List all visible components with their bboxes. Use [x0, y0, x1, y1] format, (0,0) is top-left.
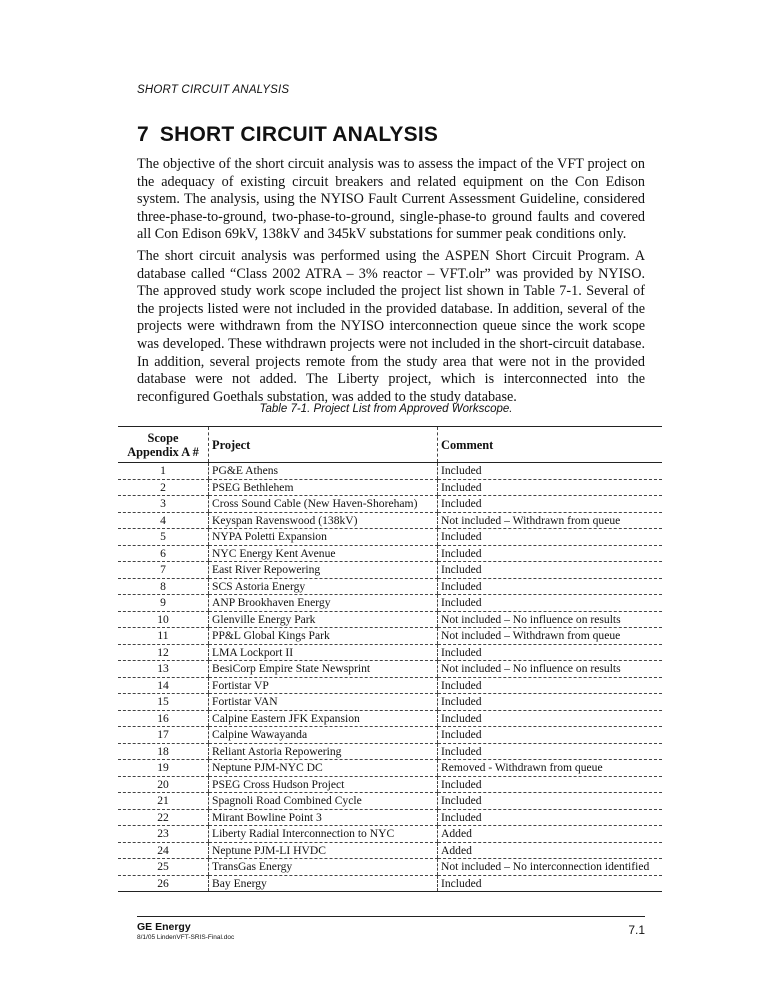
running-header: SHORT CIRCUIT ANALYSIS — [137, 84, 290, 96]
row-project-name: NYPA Poletti Expansion — [209, 529, 438, 546]
footer-filename: 8/1/05 LindenVFT-SRIS-Final.doc — [137, 934, 235, 941]
row-comment: Not included – No influence on results — [438, 661, 663, 678]
table-row — [118, 496, 662, 513]
row-comment: Included — [438, 809, 663, 826]
row-scope-number: 23 — [118, 826, 209, 843]
table-row — [118, 710, 662, 727]
row-project-name: Liberty Radial Interconnection to NYC — [209, 826, 438, 843]
table-row — [118, 611, 662, 628]
row-project-name: Spagnoli Road Combined Cycle — [209, 793, 438, 810]
table-row — [118, 595, 662, 612]
table-row — [118, 842, 662, 859]
row-scope-number: 5 — [118, 529, 209, 546]
row-project-name: PG&E Athens — [209, 463, 438, 480]
section-heading — [137, 123, 438, 147]
row-project-name: PSEG Cross Hudson Project — [209, 776, 438, 793]
table-row — [118, 628, 662, 645]
row-project-name: PSEG Bethlehem — [209, 479, 438, 496]
row-scope-number: 6 — [118, 545, 209, 562]
row-comment: Included — [438, 694, 663, 711]
row-comment: Included — [438, 479, 663, 496]
row-project-name: PP&L Global Kings Park — [209, 628, 438, 645]
table-header-row — [118, 427, 662, 463]
row-comment: Included — [438, 496, 663, 513]
row-comment: Included — [438, 644, 663, 661]
table-row — [118, 793, 662, 810]
row-scope-number: 26 — [118, 875, 209, 892]
row-project-name: Bay Energy — [209, 875, 438, 892]
table-row — [118, 578, 662, 595]
row-scope-number: 10 — [118, 611, 209, 628]
paragraph-objective: The objective of the short circuit analysis was to assess the impact of the VFT project on the adequacy of existing circuit breakers and related equipment on the Con Edison system. The analysis, using the NYISO Fault Current Assessment Guideline, considered three-phase-to-ground, two-phase-to-ground, single-phase-to ground faults and covered all Con Edison 69kV, 138kV and 345kV substations for summer peak conditions only. — [137, 156, 645, 243]
row-scope-number: 19 — [118, 760, 209, 777]
row-scope-number: 2 — [118, 479, 209, 496]
table-row — [118, 776, 662, 793]
footer-divider — [137, 916, 645, 917]
row-scope-number: 3 — [118, 496, 209, 513]
column-header-project: Project — [209, 427, 438, 463]
row-project-name: Glenville Energy Park — [209, 611, 438, 628]
table-row — [118, 859, 662, 876]
row-comment: Added — [438, 826, 663, 843]
row-comment: Included — [438, 595, 663, 612]
table-row — [118, 875, 662, 892]
row-scope-number: 18 — [118, 743, 209, 760]
table-row — [118, 743, 662, 760]
row-project-name: Fortistar VAN — [209, 694, 438, 711]
row-scope-number: 22 — [118, 809, 209, 826]
table-caption: Table 7-1. Project List from Approved Workscope. — [259, 403, 513, 415]
table-row — [118, 529, 662, 546]
row-project-name: LMA Lockport II — [209, 644, 438, 661]
row-scope-number: 12 — [118, 644, 209, 661]
row-project-name: Neptune PJM-NYC DC — [209, 760, 438, 777]
scope-header-line2: Appendix A # — [127, 444, 199, 459]
row-comment: Included — [438, 793, 663, 810]
row-comment: Included — [438, 875, 663, 892]
row-scope-number: 15 — [118, 694, 209, 711]
row-comment: Included — [438, 677, 663, 694]
paragraph-method: The short circuit analysis was performed using the ASPEN Short Circuit Program. A database called “Class 2002 ATRA – 3% reactor – VFT.olr” was provided by NYISO. The approved study work scope included the project list shown in Table 7-1. Several of the projects listed were not included in the provided database. In addition, several of the projects were withdrawn from the NYISO interconnection queue since the work scope was developed. These withdrawn projects were not included in the short-circuit database. In addition, several projects remote from the study area that were not in the provided database were not added. The Liberty project, which is interconnected into the reconfigured Goethals substation, was added to the study database. — [137, 248, 645, 405]
column-header-comment: Comment — [438, 427, 663, 463]
row-comment: Included — [438, 463, 663, 480]
table-row — [118, 826, 662, 843]
footer-organization: GE Energy — [137, 921, 191, 933]
row-scope-number: 17 — [118, 727, 209, 744]
row-project-name: BesiCorp Empire State Newsprint — [209, 661, 438, 678]
row-comment: Not included – No influence on results — [438, 611, 663, 628]
row-comment: Included — [438, 710, 663, 727]
scope-header-line1: Scope — [147, 430, 179, 445]
row-scope-number: 4 — [118, 512, 209, 529]
row-comment: Included — [438, 529, 663, 546]
row-scope-number: 13 — [118, 661, 209, 678]
table-row — [118, 677, 662, 694]
row-project-name: NYC Energy Kent Avenue — [209, 545, 438, 562]
table-row — [118, 661, 662, 678]
row-project-name: Cross Sound Cable (New Haven-Shoreham) — [209, 496, 438, 513]
row-project-name: Fortistar VP — [209, 677, 438, 694]
row-scope-number: 24 — [118, 842, 209, 859]
row-project-name: Keyspan Ravenswood (138kV) — [209, 512, 438, 529]
row-comment: Not included – Withdrawn from queue — [438, 512, 663, 529]
row-comment: Included — [438, 545, 663, 562]
row-project-name: ANP Brookhaven Energy — [209, 595, 438, 612]
row-scope-number: 25 — [118, 859, 209, 876]
row-comment: Included — [438, 727, 663, 744]
table-row — [118, 809, 662, 826]
row-project-name: Neptune PJM-LI HVDC — [209, 842, 438, 859]
row-project-name: Mirant Bowline Point 3 — [209, 809, 438, 826]
row-scope-number: 14 — [118, 677, 209, 694]
table-row — [118, 512, 662, 529]
row-scope-number: 9 — [118, 595, 209, 612]
row-project-name: SCS Astoria Energy — [209, 578, 438, 595]
table-row — [118, 694, 662, 711]
row-project-name: TransGas Energy — [209, 859, 438, 876]
table-row — [118, 644, 662, 661]
row-comment: Removed - Withdrawn from queue — [438, 760, 663, 777]
row-scope-number: 1 — [118, 463, 209, 480]
row-comment: Added — [438, 842, 663, 859]
row-scope-number: 8 — [118, 578, 209, 595]
row-comment: Not included – Withdrawn from queue — [438, 628, 663, 645]
row-project-name: Calpine Wawayanda — [209, 727, 438, 744]
section-title: SHORT CIRCUIT ANALYSIS — [159, 123, 439, 146]
row-project-name: Reliant Astoria Repowering — [209, 743, 438, 760]
page-number: 7.1 — [628, 923, 645, 937]
section-number: 7 — [137, 123, 149, 146]
project-list-table — [118, 426, 662, 892]
table-row — [118, 727, 662, 744]
row-comment: Included — [438, 776, 663, 793]
table-row — [118, 760, 662, 777]
row-project-name: East River Repowering — [209, 562, 438, 579]
table-row — [118, 545, 662, 562]
row-scope-number: 21 — [118, 793, 209, 810]
row-scope-number: 20 — [118, 776, 209, 793]
row-comment: Included — [438, 743, 663, 760]
table-row — [118, 479, 662, 496]
column-header-scope — [118, 427, 209, 463]
table-row — [118, 463, 662, 480]
row-comment: Included — [438, 578, 663, 595]
row-comment: Included — [438, 562, 663, 579]
table-row — [118, 562, 662, 579]
row-scope-number: 7 — [118, 562, 209, 579]
row-scope-number: 11 — [118, 628, 209, 645]
row-comment: Not included – No interconnection identified — [438, 859, 663, 876]
row-project-name: Calpine Eastern JFK Expansion — [209, 710, 438, 727]
row-scope-number: 16 — [118, 710, 209, 727]
